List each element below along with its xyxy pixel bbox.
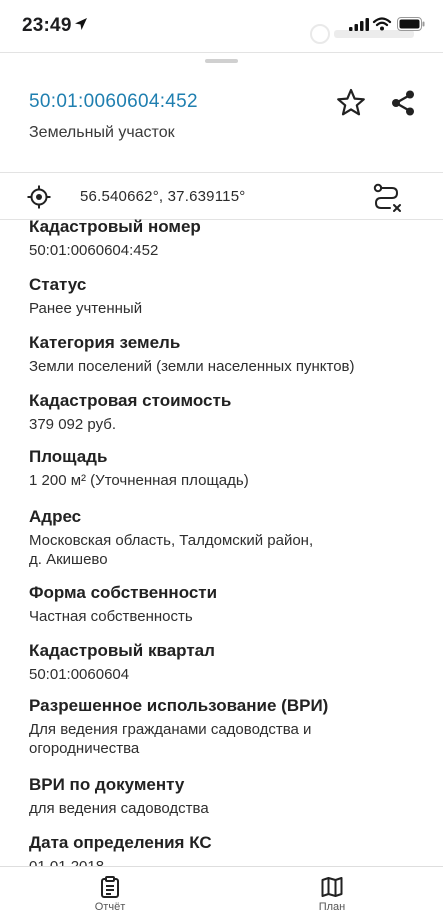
- field-label: Разрешенное использование (ВРИ): [29, 696, 329, 715]
- field-label: Адрес: [29, 507, 82, 526]
- field-label: Категория земель: [29, 333, 181, 352]
- favorite-button[interactable]: [334, 86, 368, 120]
- field-label: Кадастровый квартал: [29, 641, 215, 660]
- field-address: [29, 507, 429, 569]
- tab-label: Отчёт: [94, 901, 126, 913]
- cadastral-number-link[interactable]: 50:01:0060604:452: [29, 91, 198, 112]
- field-value: для ведения садоводства: [29, 800, 209, 817]
- field-value: 50:01:0060604:452: [29, 242, 159, 259]
- tab-label: План: [318, 901, 346, 913]
- tab-report[interactable]: [50, 867, 170, 911]
- wifi-icon: [373, 17, 391, 36]
- clipboard-icon: [50, 876, 170, 898]
- location-arrow-icon: [74, 17, 88, 36]
- field-label: Кадастровый номер: [29, 217, 201, 236]
- star-icon: [334, 107, 368, 124]
- field-label: Дата определения КС: [29, 833, 212, 852]
- details-list[interactable]: [0, 217, 443, 866]
- crosshair-icon[interactable]: [27, 185, 51, 214]
- field-label: Форма собственности: [29, 583, 218, 602]
- share-icon: [386, 107, 420, 124]
- field-label: Кадастровая стоимость: [29, 391, 232, 410]
- bottom-tab-bar: [0, 866, 443, 913]
- field-cadastral-number: [29, 217, 429, 260]
- field-permitted-use: [29, 696, 429, 758]
- field-value: Для ведения гражданами садоводства и огородничества: [29, 721, 312, 757]
- field-ownership: [29, 583, 429, 626]
- coordinates-text[interactable]: 56.540662°, 37.639115°: [80, 188, 246, 205]
- field-land-category: [29, 333, 429, 376]
- map-icon: [272, 876, 392, 898]
- share-button[interactable]: [386, 86, 420, 120]
- field-status: [29, 275, 429, 318]
- status-bar: [0, 0, 443, 52]
- battery-icon: [397, 17, 425, 36]
- tab-plan[interactable]: [272, 867, 392, 911]
- field-label: Статус: [29, 275, 87, 294]
- field-label: ВРИ по документу: [29, 775, 185, 794]
- field-value: Частная собственность: [29, 608, 193, 625]
- signal-icon: [349, 18, 369, 36]
- status-time: 23:49: [22, 15, 72, 36]
- coordinates-bar: [0, 172, 443, 220]
- field-value: 379 092 руб.: [29, 416, 116, 433]
- field-value: Московская область, Талдомский район, д. Акишево: [29, 532, 314, 568]
- field-value: 1 200 м² (Уточненная площадь): [29, 472, 249, 489]
- route-clear-icon[interactable]: [370, 181, 404, 220]
- sheet-grabber[interactable]: [205, 59, 238, 63]
- field-label: Площадь: [29, 447, 108, 466]
- object-type: Земельный участок: [29, 124, 175, 141]
- field-value: Ранее учтенный: [29, 300, 143, 317]
- field-value: 50:01:0060604: [29, 666, 130, 683]
- field-cadastral-value: [29, 391, 429, 434]
- field-permitted-use-doc: [29, 775, 429, 818]
- field-value: Земли поселений (земли населенных пунктов): [29, 358, 355, 375]
- object-header: [0, 52, 443, 172]
- field-area: [29, 447, 429, 490]
- field-cadastral-quarter: [29, 641, 429, 684]
